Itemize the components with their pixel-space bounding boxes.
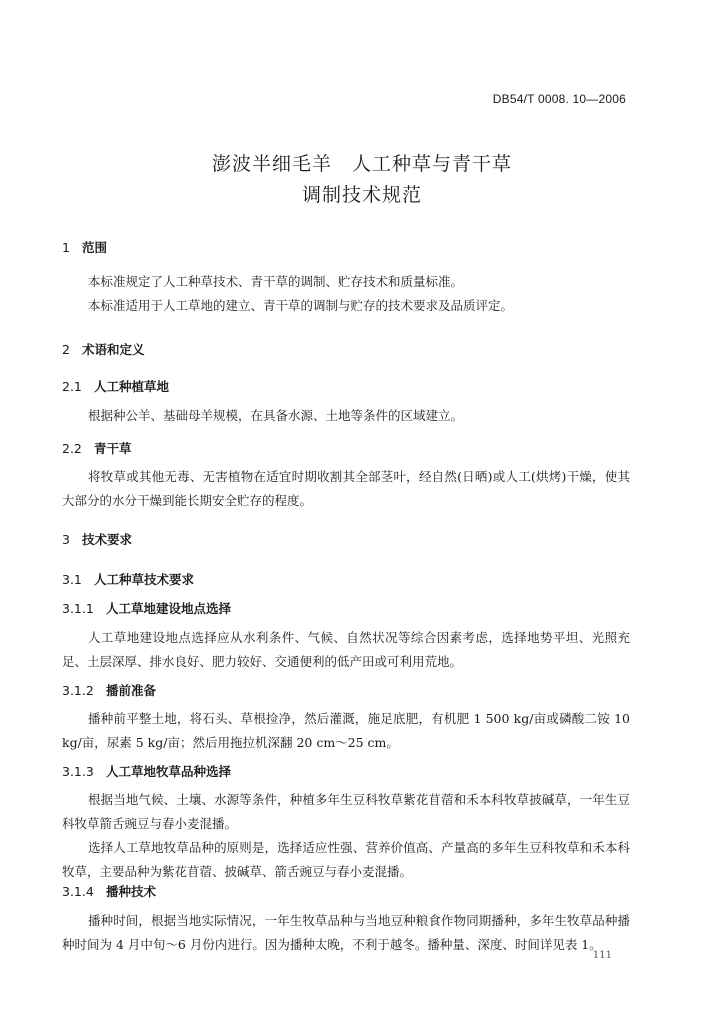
section-title: 播前准备 (106, 683, 157, 698)
section-title: 人工草地建设地点选择 (106, 601, 232, 616)
section-heading-1 (62, 238, 107, 256)
subsection-heading-3-1-1 (62, 599, 231, 617)
page-number: 111 (592, 950, 612, 961)
subsection-heading-3-1 (62, 570, 194, 588)
section-number: 2.1 (62, 379, 82, 394)
section-number: 1 (62, 240, 70, 255)
section-title: 播种技术 (106, 884, 157, 899)
section-number: 2 (62, 342, 70, 357)
document-title-line2: 调制技术规范 (301, 184, 422, 206)
paragraph-3-1-2: 播种前平整土地，将石头、草根捡净，然后灌溉，施足底肥，有机肥 1 500 kg/亩或磷酸二铵 10 kg/亩，尿素 5 kg/亩；然后用拖拉机深翻 20 cm～25 cm。 (62, 711, 630, 750)
paragraph-2-2: 将牧草或其他无毒、无害植物在适宜时期收割其全部茎叶，经自然(日晒)或人工(烘烤)干燥，使其大部分的水分干燥到能长期安全贮存的程度。 (62, 469, 630, 508)
section-title: 青干草 (94, 441, 132, 456)
section-title: 人工种植草地 (94, 379, 170, 394)
standard-code: DB54/T 0008. 10—2006 (492, 92, 626, 106)
paragraph-3-1-3-b: 选择人工草地牧草品种的原则是，选择适应性强、营养价值高、产量高的多年生豆科牧草和禾本科牧草，主要品种为紫花苜蓿、披碱草、箭舌豌豆与春小麦混播。 (62, 840, 630, 879)
section-number: 3.1.1 (62, 601, 94, 616)
paragraph-scope-2: 本标准适用于人工草地的建立、青干草的调制与贮存的技术要求及品质评定。 (88, 298, 514, 313)
section-title: 术语和定义 (82, 342, 145, 357)
section-number: 3 (62, 532, 70, 547)
subsection-heading-2-1 (62, 377, 169, 395)
section-title: 技术要求 (82, 532, 133, 547)
section-number: 3.1 (62, 572, 82, 587)
paragraph-3-1-1: 人工草地建设地点选择应从水利条件、气候、自然状况等综合因素考虑，选择地势平坦、光照充足、土层深厚、排水良好、肥力较好、交通便利的低产田或可利用荒地。 (62, 630, 630, 669)
document-title-line1: 澎波半细毛羊 人工种草与青干草 (211, 153, 512, 175)
section-number: 3.1.4 (62, 884, 94, 899)
paragraph-2-1: 根据种公羊、基础母羊规模，在具备水源、土地等条件的区域建立。 (88, 408, 464, 423)
section-number: 3.1.3 (62, 764, 94, 779)
section-heading-2 (62, 340, 145, 358)
subsection-heading-3-1-4 (62, 882, 156, 900)
section-title: 范围 (82, 240, 108, 255)
section-heading-3 (62, 530, 132, 548)
subsection-heading-3-1-2 (62, 681, 156, 699)
paragraph-3-1-3-a: 根据当地气候、土壤、水源等条件，种植多年生豆科牧草紫花苜蓿和禾本科牧草披碱草，一年生豆科牧草箭舌豌豆与春小麦混播。 (62, 792, 630, 831)
section-title: 人工草地牧草品种选择 (106, 764, 232, 779)
subsection-heading-3-1-3 (62, 762, 231, 780)
section-number: 2.2 (62, 441, 82, 456)
section-number: 3.1.2 (62, 683, 94, 698)
subsection-heading-2-2 (62, 439, 132, 457)
section-title: 人工种草技术要求 (94, 572, 195, 587)
paragraph-3-1-4: 播种时间，根据当地实际情况，一年生牧草品种与当地豆种粮食作物同期播种，多年生牧草品种播种时间为 4 月中旬～6 月份内进行。因为播种太晚，不利于越冬。播种量、深度、时间详见表 1。 (62, 913, 630, 952)
paragraph-scope-1: 本标准规定了人工种草技术、青干草的调制、贮存技术和质量标准。 (88, 274, 464, 289)
